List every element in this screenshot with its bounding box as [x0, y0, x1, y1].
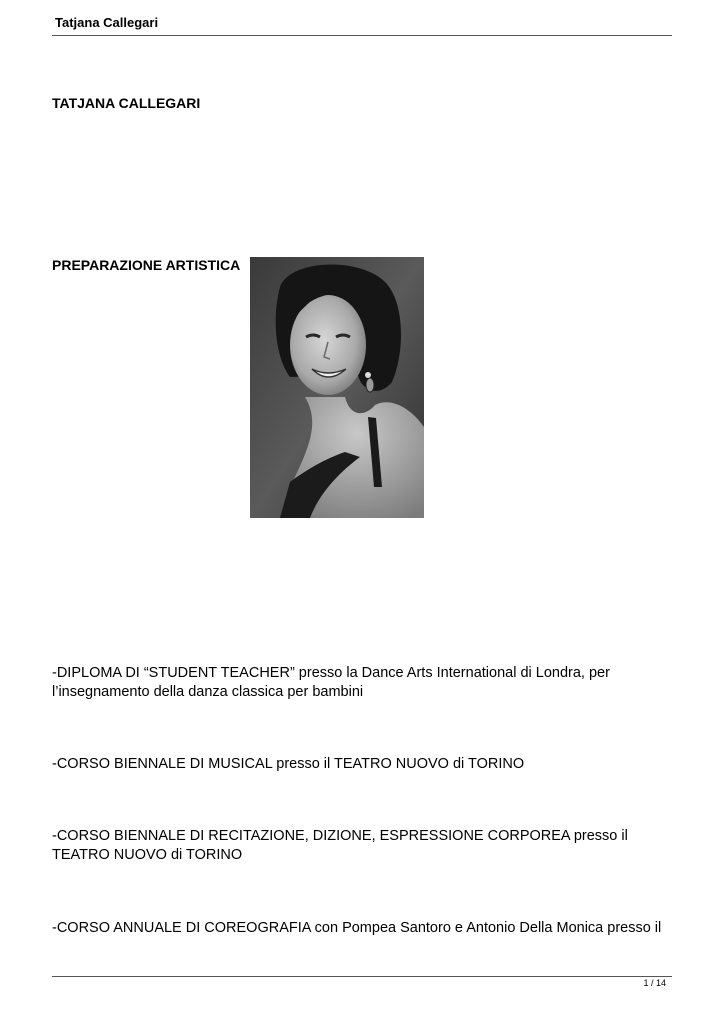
- portrait-photo: [250, 257, 424, 518]
- document-title: TATJANA CALLEGARI: [52, 95, 201, 111]
- paragraph-coreografia: -CORSO ANNUALE DI COREOGRAFIA con Pompea Santoro e Antonio Della Monica presso il: [52, 920, 662, 936]
- footer-divider: [52, 976, 672, 977]
- section-title: PREPARAZIONE ARTISTICA: [52, 257, 241, 273]
- paragraph-musical: -CORSO BIENNALE DI MUSICAL presso il TEATRO NUOVO di TORINO: [52, 756, 525, 772]
- header-divider: [52, 35, 672, 36]
- page-header-title: Tatjana Callegari: [55, 15, 159, 30]
- paragraph-recitazione: -CORSO BIENNALE DI RECITAZIONE, DIZIONE, ESPRESSIONE CORPOREA presso il TEATRO NUOVO di TORINO: [52, 828, 628, 863]
- page-number: 1 / 14: [643, 978, 666, 988]
- paragraph-diploma: -DIPLOMA DI “STUDENT TEACHER” presso la Dance Arts International di Londra, per l’insegnamento della danza classica per bambini: [52, 665, 610, 700]
